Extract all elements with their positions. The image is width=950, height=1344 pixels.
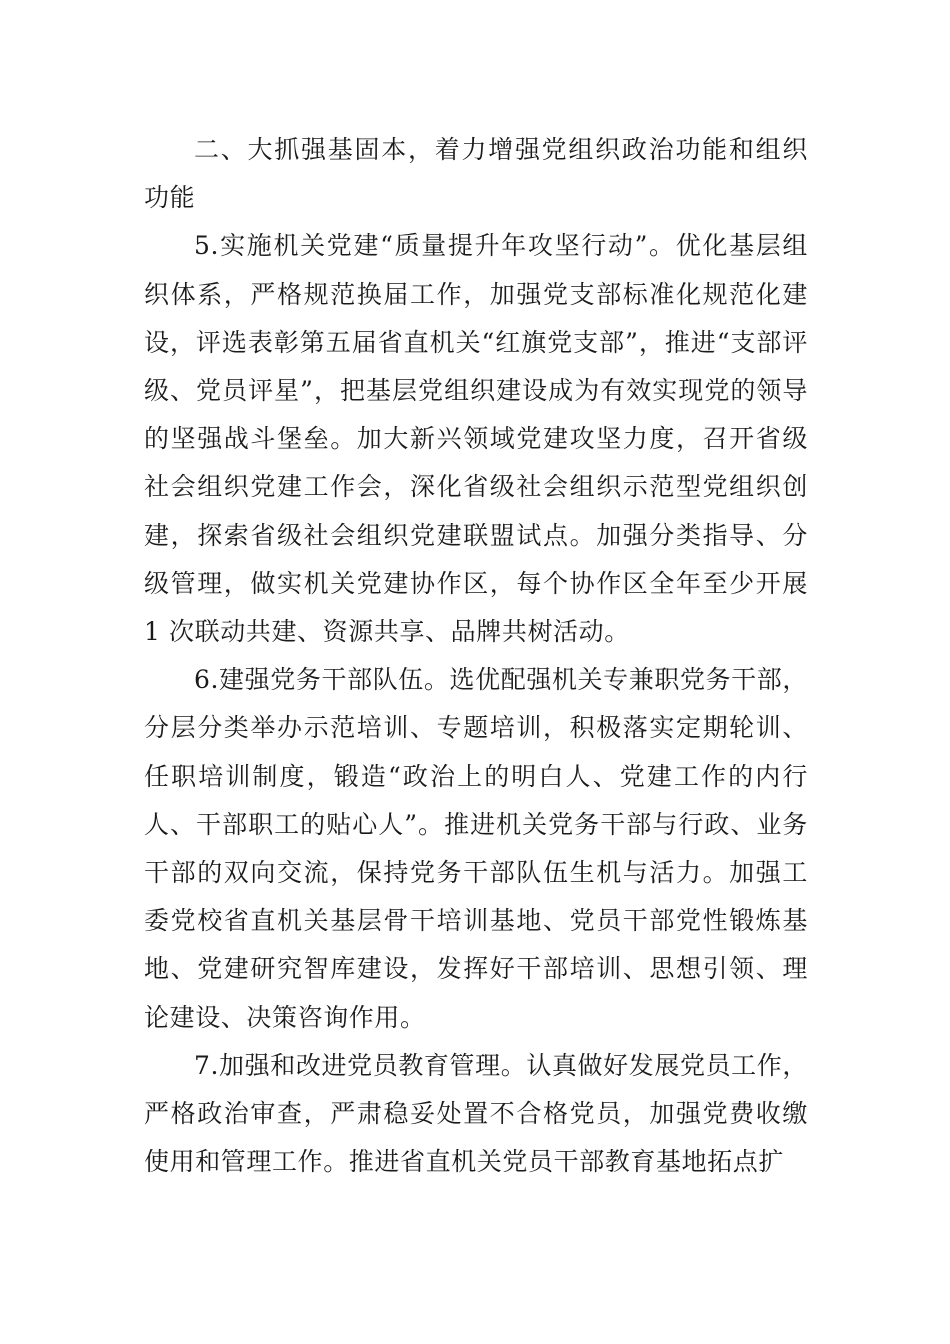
document-body: [144, 126, 808, 1186]
paragraph-item-7: 7.加强和改进党员教育管理。认真做好发展党员工作，严格政治审查，严肃稳妥处置不合格党员，加强党费收缴使用和管理工作。推进省直机关党员干部教育基地拓点扩: [144, 1050, 808, 1177]
paragraph-item-5: 5.实施机关党建“质量提升年攻坚行动”。优化基层组织体系，严格规范换届工作，加强党支部标准化规范化建设，评选表彰第五届省直机关“红旗党支部”，推进“支部评级、党员评星”，把基层党组织建设成为有效实现党的领导的坚强战斗堡垒。加大新兴领域党建攻坚力度，召开省级社会组织党建工作会，深化省级社会组织示范型党组织创建，探索省级社会组织党建联盟试点。加强分类指导、分级管理，做实机关党建协作区，每个协作区全年至少开展 1 次联动共建、资源共享、品牌共树活动。: [144, 231, 808, 647]
paragraph-item-6: 6.建强党务干部队伍。选优配强机关专兼职党务干部，分层分类举办示范培训、专题培训，积极落实定期轮训、任职培训制度，锻造“政治上的明白人、党建工作的内行人、干部职工的贴心人”。推进机关党务干部与行政、业务干部的双向交流，保持党务干部队伍生机与活力。加强工委党校省直机关基层骨干培训基地、党员干部党性锻炼基地、党建研究智库建设，发挥好干部培训、思想引领、理论建设、决策咨询作用。: [144, 665, 808, 1032]
section-heading: 二、大抓强基固本，着力增强党组织政治功能和组织功能: [144, 135, 808, 213]
